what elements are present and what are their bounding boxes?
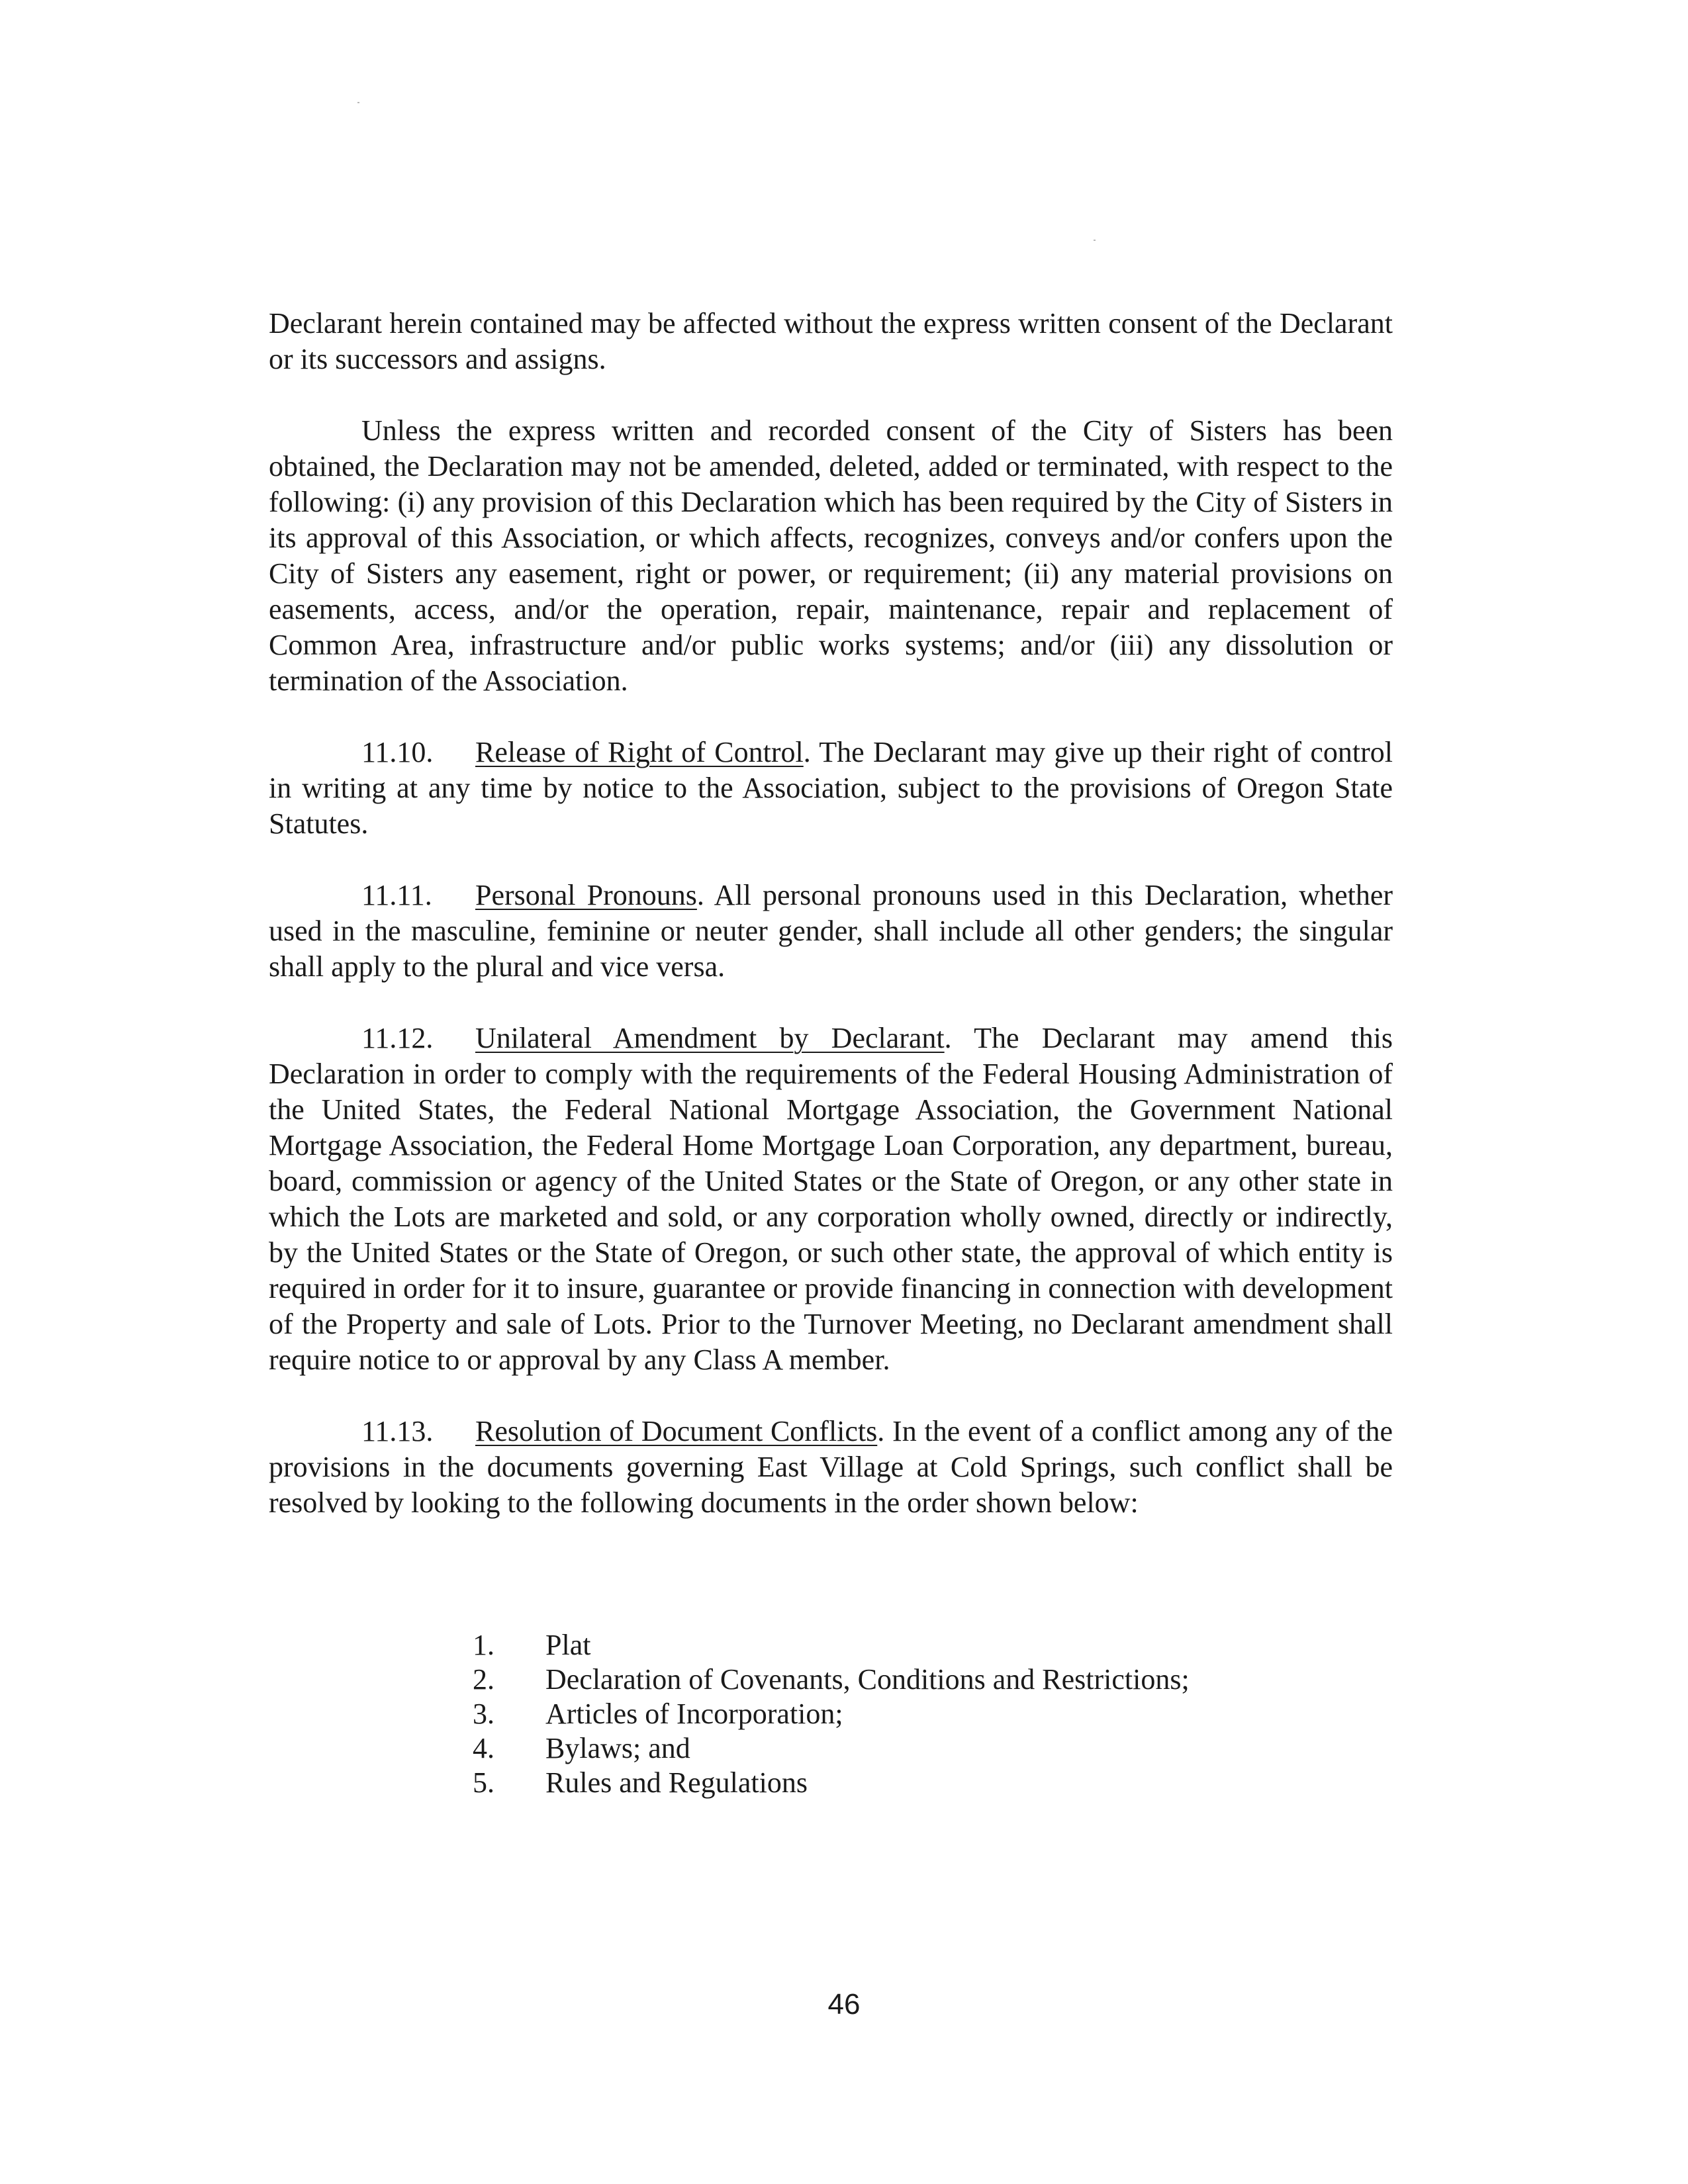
scan-speck <box>1094 240 1096 241</box>
list-item-number: 3. <box>473 1698 494 1730</box>
city-consent-paragraph: Unless the express written and recorded consent of the City of Sisters has been obtained, the Declaration may not be amended, deleted, added or terminated, with respect to the following: (i) any provision of this Declaration which has been required by the City of Sisters in its approval of this Association, or which affects, recognizes, conveys and/or confers upon the City of Sisters any easement, right or power, or requirement; (ii) any material provisions on easements, access, and/or the operation, repair, maintenance, repair and replacement of Common Area, infrastructure and/or public works systems; and/or (iii) any dissolution or termination of the Association. <box>269 414 1393 697</box>
continuation-paragraph: Declarant herein contained may be affected without the express written consent of the Declarant or its successors and assigns. <box>269 307 1393 375</box>
section-title: Resolution of Document Conflicts <box>475 1415 878 1447</box>
list-item-text: Articles of Incorporation; <box>545 1698 843 1730</box>
section-body: . The Declarant may amend this Declaration in order to comply with the requirements of the Federal Housing Administration of the United States, the Federal National Mortgage Association, the Government National Mortgage Association, the Federal Home Mortgage Loan Corporation, any department, bureau, board, commission or agency of the United States or the State of Oregon, or any other state in which the Lots are marketed and sold, or any corporation wholly owned, directly or indirectly, by the United States or the State of Oregon, or such other state, the approval of which entity is required in order for it to insure, guarantee or provide financing in connection with development of the Property and sale of Lots. Prior to the Turnover Meeting, no Declarant amendment shall require notice to or approval by any Class A member. <box>269 1022 1393 1376</box>
page-number: 46 <box>827 1988 861 2021</box>
page-body <box>269 306 1393 1800</box>
list-item-number: 1. <box>473 1629 494 1661</box>
list-item <box>473 1662 1393 1697</box>
section-11-12 <box>269 1021 1393 1378</box>
scan-speck <box>357 102 359 103</box>
list-item <box>473 1628 1393 1662</box>
section-11-11 <box>269 878 1393 985</box>
list-item-text: Declaration of Covenants, Conditions and Restrictions; <box>545 1663 1190 1696</box>
section-number: 11.10. <box>361 736 434 768</box>
section-body: . All personal pronouns used in this Declaration, whether used in the masculine, feminine or neuter gender, shall include all other genders; the singular shall apply to the plural and vice versa. <box>269 879 1393 983</box>
document-priority-list <box>473 1628 1393 1800</box>
section-body: . In the event of a conflict among any of the provisions in the documents governing East Village at Cold Springs, such conflict shall be resolved by looking to the following documents in the order shown below: <box>269 1415 1393 1519</box>
list-item-text: Bylaws; and <box>545 1732 690 1764</box>
section-body: . The Declarant may give up their right of control in writing at any time by notice to the Association, subject to the provisions of Oregon State Statutes. <box>269 736 1393 840</box>
list-item-number: 4. <box>473 1732 494 1764</box>
section-title: Personal Pronouns <box>475 879 697 911</box>
list-item-text: Rules and Regulations <box>545 1766 808 1799</box>
section-number: 11.13. <box>361 1415 434 1447</box>
list-item-number: 2. <box>473 1663 494 1696</box>
section-11-10 <box>269 735 1393 842</box>
section-number: 11.12. <box>361 1022 434 1054</box>
section-title: Release of Right of Control <box>475 736 804 768</box>
section-title: Unilateral Amendment by Declarant <box>475 1022 945 1054</box>
section-number: 11.11. <box>361 879 432 911</box>
list-item-number: 5. <box>473 1766 494 1799</box>
list-item <box>473 1697 1393 1731</box>
list-item <box>473 1766 1393 1800</box>
section-11-13 <box>269 1414 1393 1521</box>
list-item-text: Plat <box>545 1629 591 1661</box>
list-item <box>473 1731 1393 1766</box>
